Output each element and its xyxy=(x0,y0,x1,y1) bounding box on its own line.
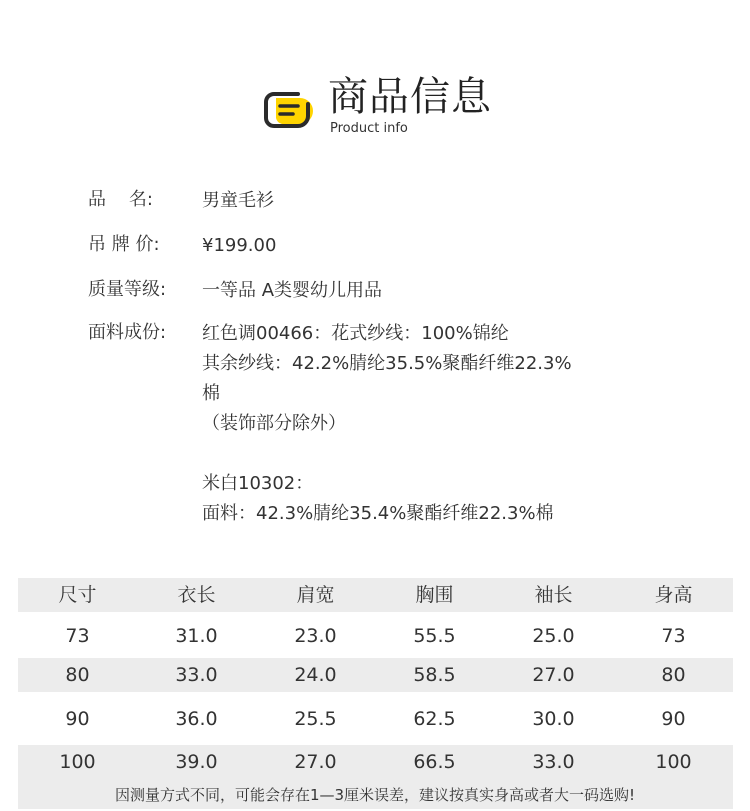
table-row xyxy=(18,619,733,653)
table-cell: 36.0 xyxy=(175,708,218,730)
table-cell: 73 xyxy=(65,625,90,647)
table-cell: 39.0 xyxy=(175,751,218,773)
table-cell: 33.0 xyxy=(175,664,218,686)
table-cell: 66.5 xyxy=(413,751,456,773)
table-cell: 24.0 xyxy=(294,664,337,686)
table-cell: 80 xyxy=(661,664,686,686)
table-header-cell: 肩宽 xyxy=(296,584,335,606)
info-value: 一等品 A类婴幼儿用品 xyxy=(202,280,383,301)
table-header-row xyxy=(18,578,733,612)
table-row xyxy=(18,702,733,736)
info-value: 男童毛衫 xyxy=(202,190,274,211)
table-header-cell: 袖长 xyxy=(534,584,573,606)
table-header-cell: 衣长 xyxy=(177,584,216,606)
info-label: 品 名: xyxy=(88,189,153,210)
info-label: 吊 牌 价: xyxy=(88,234,160,255)
table-cell: 30.0 xyxy=(532,708,575,730)
table-cell: 27.0 xyxy=(532,664,575,686)
table-cell: 100 xyxy=(59,751,96,773)
table-cell: 62.5 xyxy=(413,708,456,730)
table-cell: 25.0 xyxy=(532,625,575,647)
table-header-cell: 身高 xyxy=(654,584,693,606)
table-row xyxy=(18,658,733,692)
table-cell: 73 xyxy=(661,625,686,647)
table-cell: 25.5 xyxy=(294,708,337,730)
table-cell: 27.0 xyxy=(294,751,337,773)
table-cell: 55.5 xyxy=(413,625,456,647)
section-header xyxy=(262,74,562,140)
table-cell: 58.5 xyxy=(413,664,456,686)
table-cell: 33.0 xyxy=(532,751,575,773)
table-header-cell: 胸围 xyxy=(415,584,454,606)
info-label: 面料成份: xyxy=(88,322,167,343)
info-value: ¥199.00 xyxy=(202,235,277,256)
table-cell: 90 xyxy=(661,708,686,730)
table-cell: 80 xyxy=(65,664,90,686)
measurement-note: 因测量方式不同，可能会存在1—3厘米误差，建议按真实身高或者大一码选购! xyxy=(114,786,636,804)
section-title: 商品信息 xyxy=(328,74,492,120)
document-list-icon xyxy=(262,84,314,132)
section-subtitle: Product info xyxy=(330,121,408,136)
table-cell: 90 xyxy=(65,708,90,730)
info-value: 红色调00466：花式纱线：100%锦纶 其余纱线：42.2%腈纶35.5%聚酯纤维22.3% 棉 （装饰部分除外） 米白10302： 面料：42.3%腈纶35.4%聚酯纤维22.3%棉 xyxy=(202,323,572,524)
table-header-cell: 尺寸 xyxy=(58,584,97,606)
table-cell: 23.0 xyxy=(294,625,337,647)
info-label: 质量等级: xyxy=(88,279,167,300)
table-cell: 100 xyxy=(655,751,692,773)
table-cell: 31.0 xyxy=(175,625,218,647)
